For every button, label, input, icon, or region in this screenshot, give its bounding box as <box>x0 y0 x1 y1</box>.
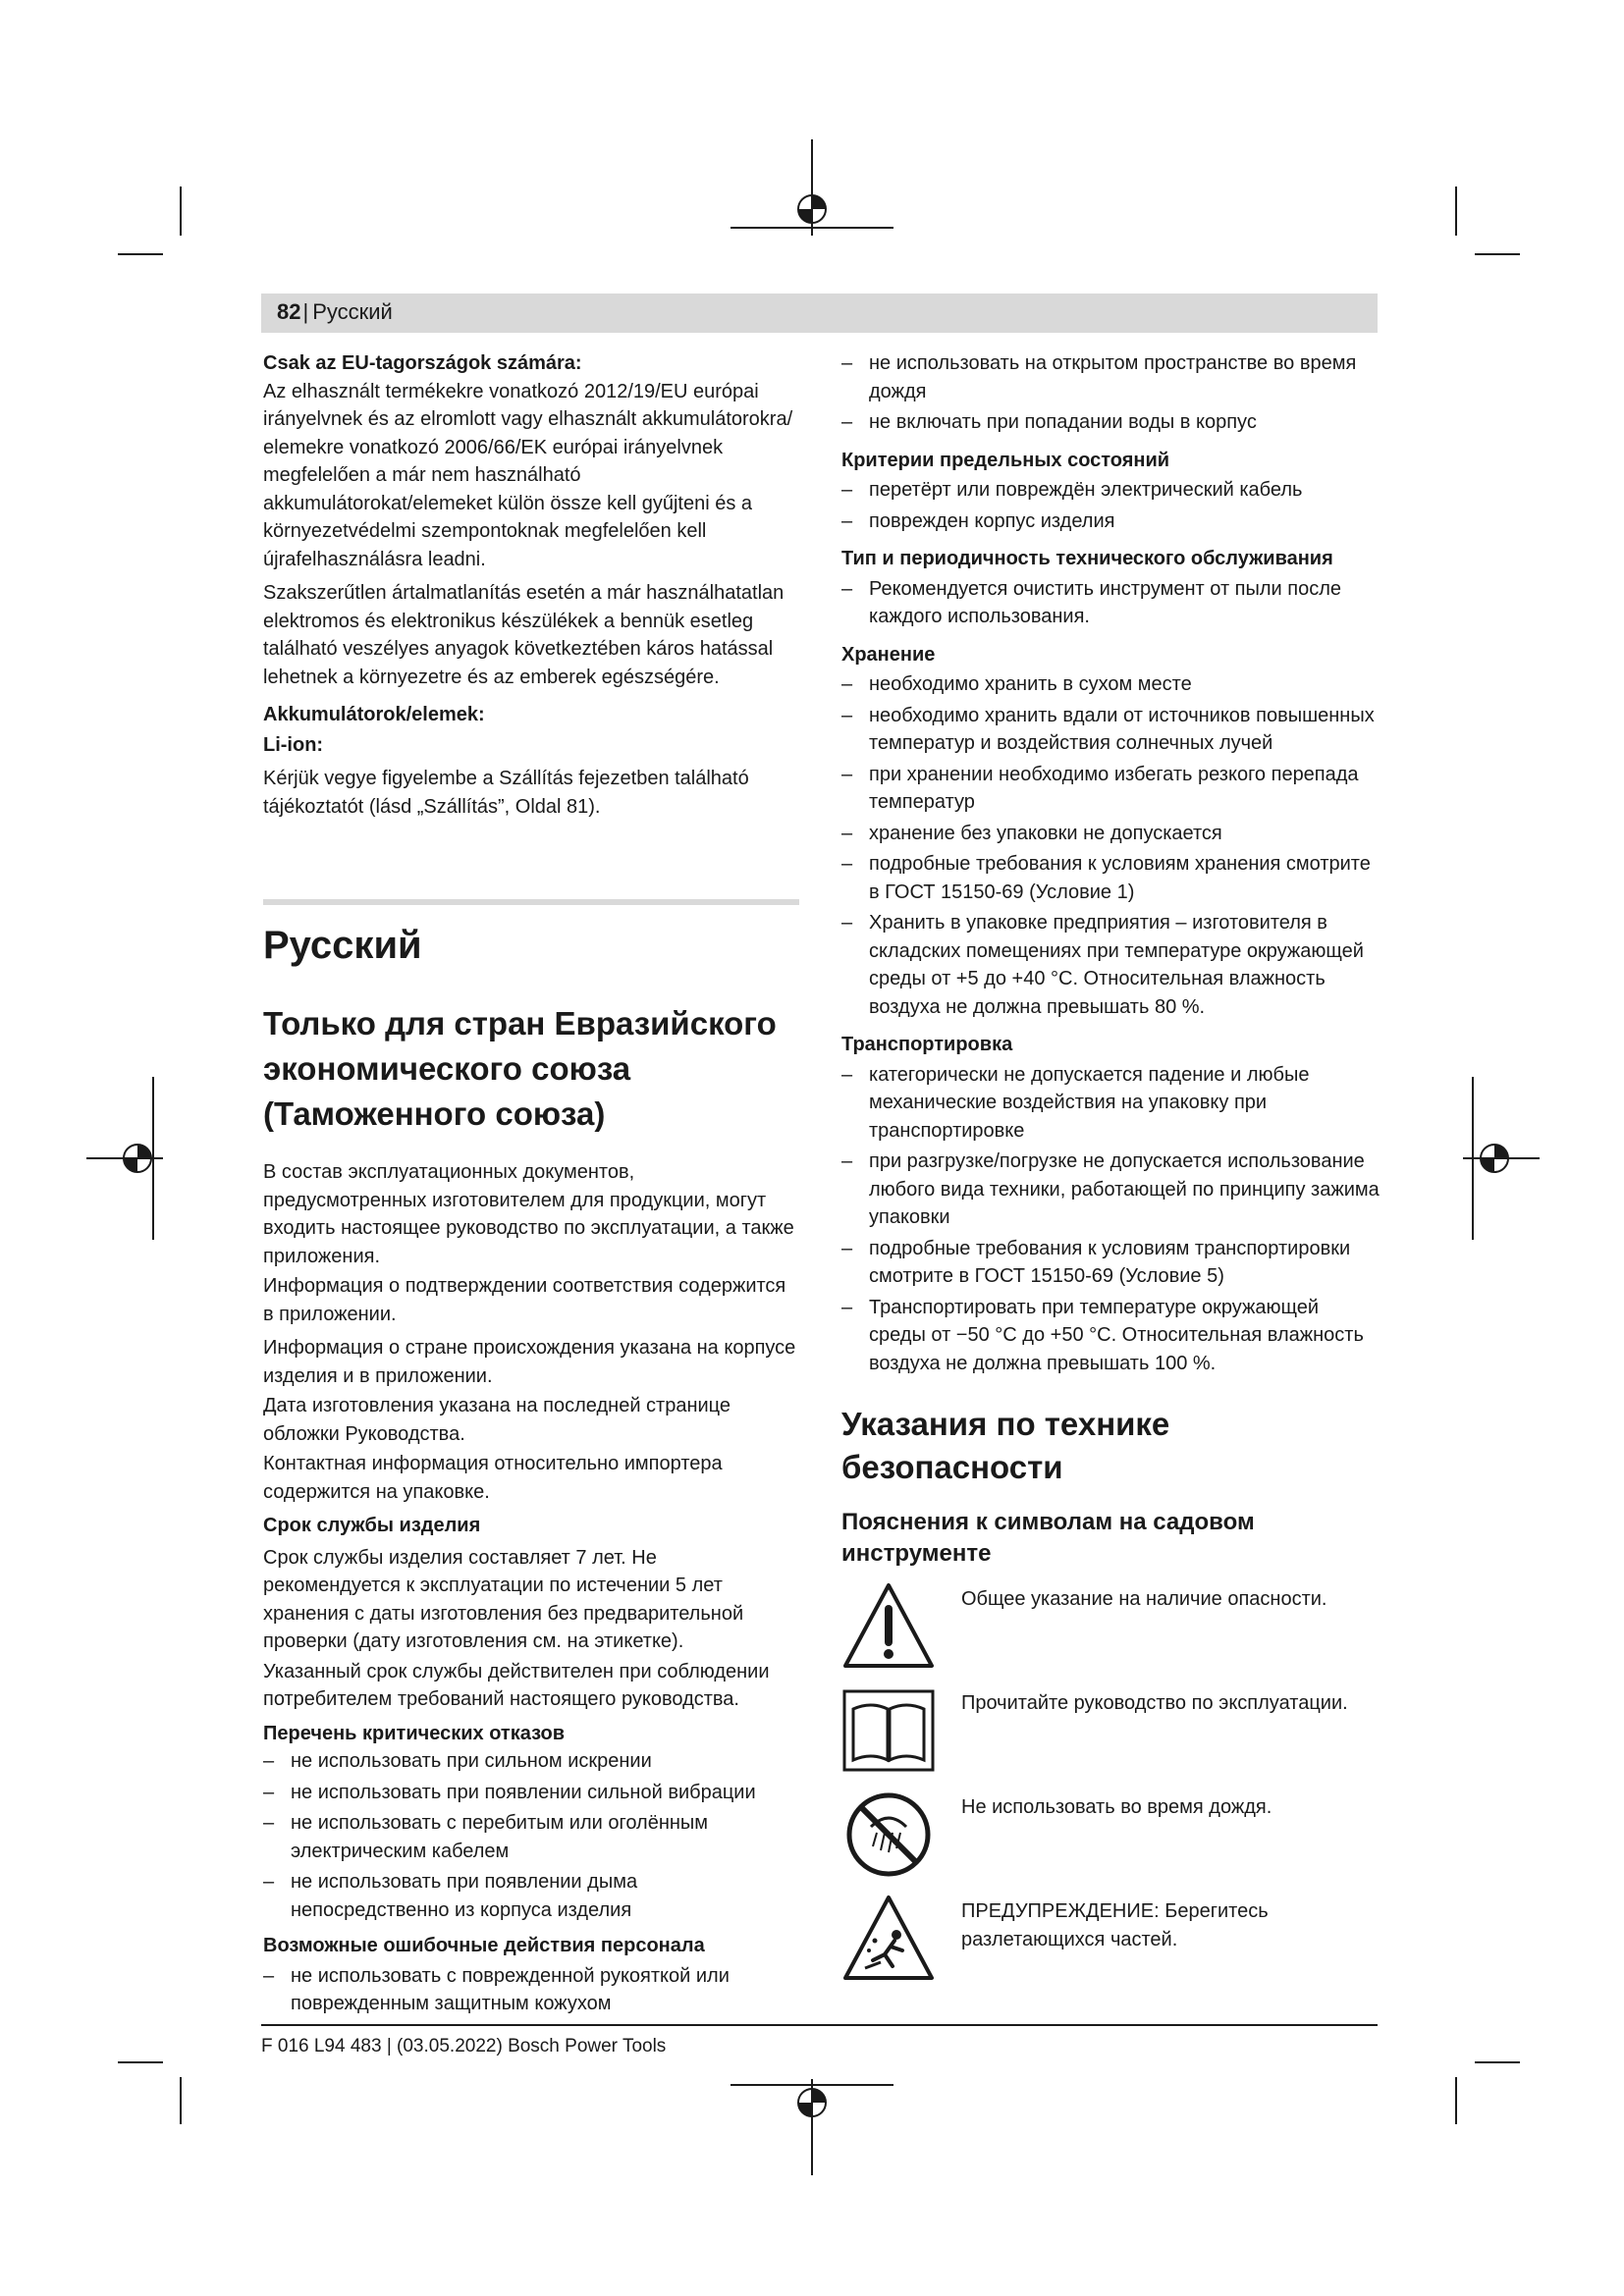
section-divider <box>263 899 799 905</box>
eu-heading: Csak az EU-tagországok számára: <box>263 352 582 374</box>
safety-title: Указания по технике безопасности <box>841 1406 1170 1485</box>
read-manual-icon <box>841 1683 936 1778</box>
language-title: Русский <box>263 924 422 967</box>
list-item: – не включать при попадании воды в корпус <box>841 408 1380 437</box>
service-paragraph: Срок службы изделия составляет 7 лет. Не рекомендуется к эксплуатации по истечении 5 лет хранения с даты изготовления без предварительной проверки (дату изготовления см. на этикетке). <box>263 1546 744 1652</box>
list-item: – при хранении необходимо избегать резкого перепада температур <box>841 761 1380 817</box>
crop-mark <box>1455 187 1457 236</box>
no-rain-icon <box>841 1788 936 1882</box>
list-item: – не использовать с поврежденной рукояткой или поврежденным защитным кожухом <box>263 1962 799 2018</box>
liion-text: Kérjük vegye figyelembe a Szállítás fejezetben található tájékoztatót (lásd „Szállítás”, Oldal 81). <box>263 768 749 818</box>
header-separator: | <box>302 299 309 324</box>
symbol-row <box>841 1683 1380 1778</box>
list-item: – поврежден корпус изделия <box>841 507 1380 536</box>
intro-paragraph: Информация о подтверждении соответствия содержится в приложении. <box>263 1275 786 1325</box>
list-item: – при разгрузке/погрузке не допускается использование любого вида техники, работающей по принципу зажима упаковки <box>841 1148 1380 1232</box>
footer-text: F 016 L94 483 | (03.05.2022) Bosch Power Tools <box>261 2036 667 2056</box>
symbol-text: Общее указание на наличие опасности. <box>961 1588 1327 1610</box>
list-item: – Хранить в упаковке предприятия – изготовителя в складских помещениях при температуре окружающей среды от +5 до +40 °C. Относительная влажность воздуха не должна превышать 80 %. <box>841 909 1380 1021</box>
list-item: – подробные требования к условиям транспортировки смотрите в ГОСТ 15150-69 (Условие 5) <box>841 1235 1380 1291</box>
list-item: – хранение без упаковки не допускается <box>841 820 1380 848</box>
crop-mark <box>180 2077 182 2124</box>
intro-paragraph: Дата изготовления указана на последней странице обложки Руководства. <box>263 1395 731 1445</box>
list-item: – не использовать при сильном искрении <box>263 1747 799 1776</box>
symbol-row <box>841 1579 1380 1674</box>
list-item: – не использовать при появлении сильной вибрации <box>263 1779 799 1807</box>
symbol-text: ПРЕДУПРЕЖДЕНИЕ: Берегитесь разлетающихся частей. <box>961 1900 1269 1950</box>
registration-mark-icon <box>86 1075 165 1242</box>
crop-mark <box>1475 2061 1520 2063</box>
list-item: – Рекомендуется очистить инструмент от пыли после каждого использования. <box>841 575 1380 631</box>
list-item: – не использовать на открытом пространстве во время дождя <box>841 349 1380 405</box>
crop-mark <box>1475 253 1520 255</box>
errors-list <box>263 1962 799 2018</box>
header-language: Русский <box>312 299 393 324</box>
header-bar <box>261 294 1378 333</box>
limit-heading: Критерии предельных состояний <box>841 449 1170 471</box>
page-number: 82 <box>277 299 301 324</box>
symbol-row <box>841 1788 1380 1882</box>
symbol-text: Не использовать во время дождя. <box>961 1796 1272 1818</box>
accu-heading: Akkumulátorok/elemek: <box>263 704 485 725</box>
intro-paragraph: Контактная информация относительно импортера содержится на упаковке. <box>263 1453 723 1503</box>
list-item: – не использовать с перебитым или оголённым электрическим кабелем <box>263 1809 799 1865</box>
left-column <box>263 349 799 2022</box>
maint-list <box>841 575 1380 631</box>
service-paragraph: Указанный срок службы действителен при соблюдении потребителем требований настоящего руководства. <box>263 1660 770 1710</box>
intro-paragraph: В состав эксплуатационных документов, предусмотренных изготовителем для продукции, могут входить настоящее руководство по эксплуатации, а также приложения. <box>263 1161 794 1267</box>
liion-heading: Li-ion: <box>263 733 324 756</box>
storage-heading: Хранение <box>841 643 936 666</box>
failures-list <box>263 1747 799 1924</box>
intro-paragraph: Информация о стране происхождения указана на корпусе изделия и в приложении. <box>263 1337 796 1387</box>
list-item: – не использовать при появлении дыма непосредственно из корпуса изделия <box>263 1868 799 1924</box>
eaeu-title: Только для стран Евразийского экономического союза (Таможенного союза) <box>263 1005 777 1132</box>
list-item: – необходимо хранить в сухом месте <box>841 670 1380 699</box>
list-item: – необходимо хранить вдали от источников повышенных температур и воздействия солнечных лучей <box>841 702 1380 758</box>
list-item: – Транспортировать при температуре окружающей среды от −50 °C до +50 °C. Относительная влажность воздуха не должна превышать 100 %. <box>841 1294 1380 1378</box>
footer-rule <box>261 2024 1378 2026</box>
errors-heading: Возможные ошибочные действия персонала <box>263 1935 705 1956</box>
registration-mark-icon <box>1461 1075 1540 1242</box>
list-item: – перетёрт или повреждён электрический кабель <box>841 476 1380 505</box>
failures-heading: Перечень критических отказов <box>263 1722 566 1744</box>
flying-parts-icon <box>841 1892 936 1986</box>
crop-mark <box>1455 2077 1457 2124</box>
registration-mark-icon <box>729 137 895 294</box>
eu-paragraph: Az elhasznált termékekre vonatkozó 2012/19/EU európai irányelvnek és az elromlott vagy elhasznált akkumulátorokra/ elemekre vonatkozó 2006/66/EK európai irányelvnek megfelelően a már nem használható akkumulátorokat/elemeket külön össze kell gyűjteni és a környezetvédelmi szempontoknak megfelelően kell újrafelhasználásra leadni. <box>263 380 793 570</box>
transport-heading: Транспортировка <box>841 1034 1013 1055</box>
storage-list <box>841 670 1380 1021</box>
eu-paragraph: Szakszerűtlen ártalmatlanítás esetén a már használhatatlan elektromos és elektronikus készülékek a bennük esetleg található veszélyes anyagok következtében káros hatással lehetnek a környezetre és az emberek egészségére. <box>263 582 785 688</box>
right-column <box>841 349 1380 1996</box>
list-item: – категорически не допускается падение и любые механические воздействия на упаковку при транспортировке <box>841 1061 1380 1146</box>
crop-mark <box>118 253 163 255</box>
errors-list-continued <box>841 349 1380 437</box>
symbol-row <box>841 1892 1380 1986</box>
list-item: – подробные требования к условиям хранения смотрите в ГОСТ 15150-69 (Условие 1) <box>841 850 1380 906</box>
limit-list <box>841 476 1380 535</box>
crop-mark <box>118 2061 163 2063</box>
symbol-text: Прочитайте руководство по эксплуатации. <box>961 1692 1348 1714</box>
maint-heading: Тип и периодичность технического обслуживания <box>841 548 1333 569</box>
crop-mark <box>180 187 182 236</box>
page-header <box>277 299 393 325</box>
transport-list <box>841 1061 1380 1378</box>
service-heading: Срок службы изделия <box>263 1515 481 1536</box>
symbols-heading: Пояснения к символам на садовом инструменте <box>841 1509 1255 1567</box>
registration-mark-icon <box>729 2077 895 2234</box>
warning-triangle-icon <box>841 1579 936 1674</box>
